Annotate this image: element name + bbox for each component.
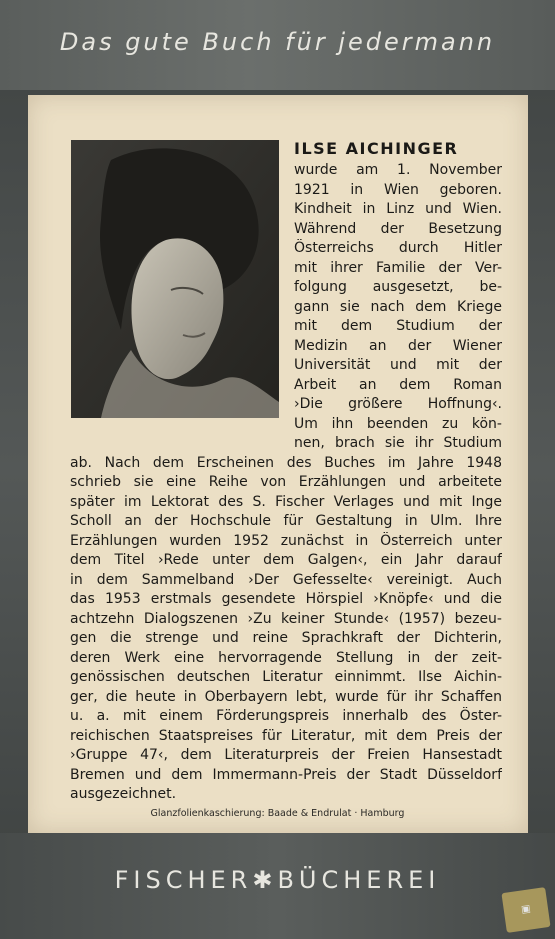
portrait-image bbox=[71, 140, 279, 418]
bio-line: ›Gruppe 47‹, dem Literaturpreis der Freien Hansestadt bbox=[70, 747, 502, 763]
bio-line: Kindheit in Linz und Wien. bbox=[294, 201, 502, 217]
bio-line: gann sie nach dem Kriege bbox=[294, 298, 502, 315]
bio-line: wurde am 1. November bbox=[294, 162, 502, 178]
bio-line: ›Die größere Hoffnung‹. bbox=[294, 396, 502, 412]
bio-line: mit ihrer Familie der Ver- bbox=[294, 259, 502, 276]
bio-line: Medizin an der Wiener bbox=[294, 337, 502, 354]
bio-line: das 1953 erstmals gesendete Hörspiel ›Knöpfe‹ und die bbox=[70, 591, 502, 607]
bio-line: in dem Sammelband ›Der Gefesselte‹ vereinigt. Auch bbox=[70, 571, 502, 588]
bio-line: achtzehn Dialogszenen ›Zu keiner Stunde‹ (1957) bezeu- bbox=[70, 610, 502, 627]
printer-note: Glanzfolienkaschierung: Baade & Endrulat · Hamburg bbox=[150, 808, 405, 819]
bio-line: dem Titel ›Rede unter dem Galgen‹, ein Jahr darauf bbox=[70, 552, 502, 568]
publisher-name: FISCHER✱BÜCHEREI bbox=[114, 866, 441, 894]
bio-line: Um ihn beenden zu kön- bbox=[294, 415, 502, 432]
bio-line: u. a. mit einem Förderungspreis innerhalb des Öster- bbox=[70, 708, 502, 724]
bio-line: reichischen Staatspreises für Literatur, mit dem Preis der bbox=[70, 727, 502, 744]
paper-panel bbox=[28, 95, 528, 833]
bio-line: Universität und mit der bbox=[294, 357, 502, 373]
bio-line: Erzählungen wurden 1952 zunächst in Österreich unter bbox=[70, 532, 502, 549]
bio-line: Bremen und dem Immermann-Preis der Stadt Düsseldorf bbox=[70, 766, 502, 783]
bio-line: Scholl an der Hochschule für Gestaltung in Ulm. Ihre bbox=[70, 513, 502, 529]
top-band bbox=[0, 0, 555, 90]
bio-line: ab. Nach dem Erscheinen des Buches im Jahre 1948 bbox=[70, 454, 502, 471]
bio-line: folgung ausgesetzt, be- bbox=[294, 279, 502, 295]
author-name: ILSE AICHINGER bbox=[294, 139, 459, 158]
author-portrait bbox=[71, 140, 279, 418]
watermark-logo-icon: ▣ bbox=[501, 887, 550, 933]
series-title: Das gute Buch für jedermann bbox=[59, 28, 496, 56]
bio-line: genössischen deutschen Literatur einnimmt. Ilse Aichin- bbox=[70, 669, 502, 685]
bio-line: nen, brach sie ihr Studium bbox=[294, 435, 502, 451]
bio-line: ger, die heute in Oberbayern lebt, wurde für ihr Schaffen bbox=[70, 688, 502, 705]
bio-line: 1921 in Wien geboren. bbox=[294, 181, 502, 198]
bio-line: Arbeit an dem Roman bbox=[294, 376, 502, 393]
bio-line: gen die strenge und reine Sprachkraft der Dichterin, bbox=[70, 630, 502, 646]
bio-line: deren Werk eine hervorragende Stellung in der zeit- bbox=[70, 649, 502, 666]
bio-line: schrieb sie eine Reihe von Erzählungen und arbeitete bbox=[70, 474, 502, 490]
bio-line: Österreichs durch Hitler bbox=[294, 240, 502, 256]
bio-line: ausgezeichnet. bbox=[70, 786, 177, 802]
bio-line: Während der Besetzung bbox=[294, 220, 502, 237]
bio-line: später im Lektorat des S. Fischer Verlages und mit Inge bbox=[70, 493, 502, 510]
bio-line: mit dem Studium der bbox=[294, 318, 502, 334]
